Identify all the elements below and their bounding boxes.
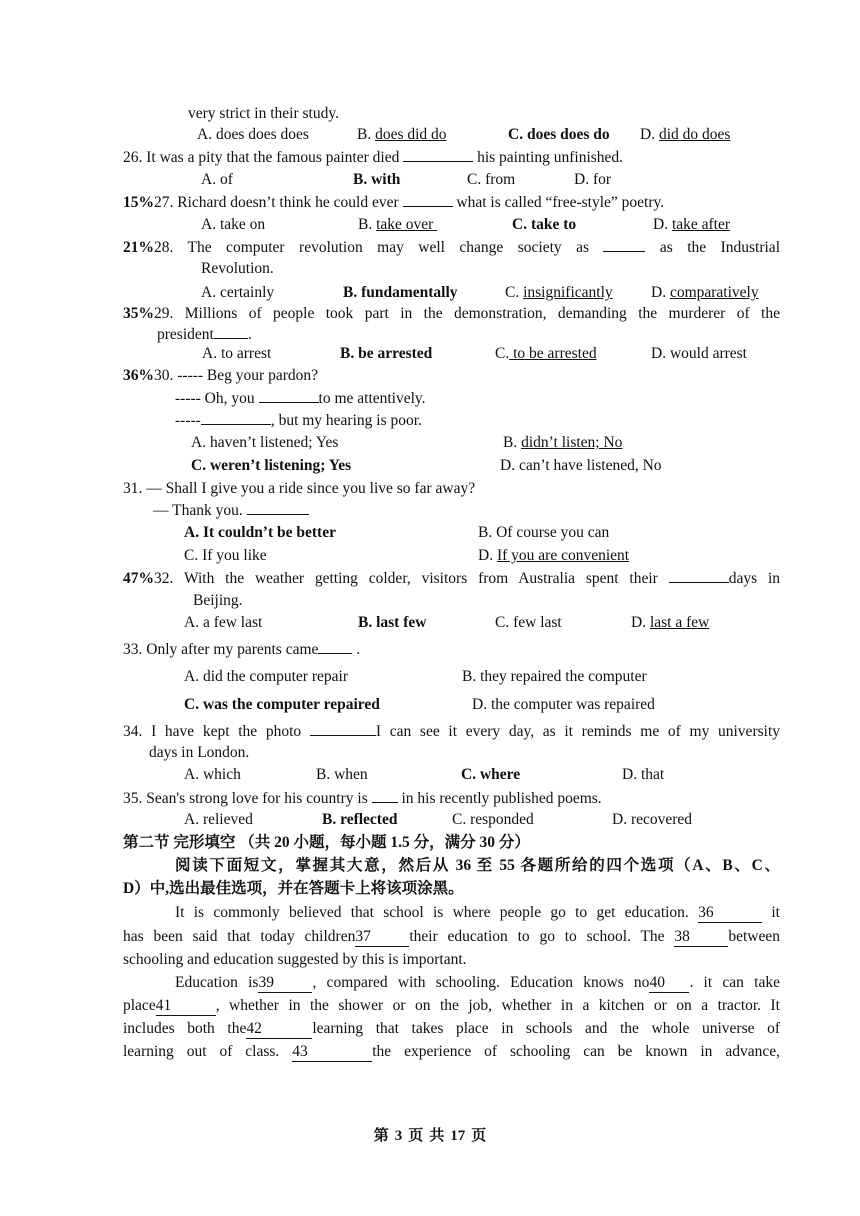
q33-option-a: A. did the computer repair — [184, 668, 348, 685]
passage-p2-line-1: Education is39 , compared with schooling. Education knows no40 . it can take — [175, 974, 780, 991]
q26-option-c: C. from — [467, 171, 516, 188]
q31-option-d: D. If you are convenient — [478, 547, 630, 564]
section-instruction-line-2: D）中,选出最佳选项，并在答题卡上将该项涂黑。 — [123, 880, 464, 897]
q30-stem: 36%30. ----- Beg your pardon? — [123, 367, 318, 384]
q28-option-b: B. fundamentally — [343, 284, 458, 301]
q35-option-c: C. responded — [452, 811, 534, 828]
q31-stem: 31. — Shall I give you a ride since you live so far away? — [123, 480, 476, 497]
q29-option-c: C. to be arrested — [495, 345, 597, 362]
q27-option-b: B. take over — [358, 216, 434, 233]
q28-option-a: A. certainly — [201, 284, 275, 301]
q30-line-2: ----- Oh, you to me attentively. — [175, 390, 426, 407]
q35-stem: 35. Sean's strong love for his country is in his recently published poems. — [123, 790, 602, 807]
q26-option-b: B. with — [353, 171, 401, 188]
q34-option-c: C. where — [461, 766, 521, 783]
q25-option-c: C. does does do — [508, 126, 610, 143]
q32-option-c: C. few last — [495, 614, 562, 631]
passage-p2-line-2: place41 , whether in the shower or on the job, whether in a kitchen or on a tractor. It — [123, 997, 780, 1014]
q29-option-a: A. to arrest — [202, 345, 272, 362]
q34-option-a: A. which — [184, 766, 241, 783]
q33-stem: 33. Only after my parents came . — [123, 641, 361, 658]
q33-option-c: C. was the computer repaired — [184, 696, 380, 713]
q32-stem: 47%32. With the weather getting colder, visitors from Australia spent their days in — [123, 570, 781, 587]
q33-option-d: D. the computer was repaired — [472, 696, 655, 713]
footer-gong: 共 — [429, 1128, 445, 1144]
q34-option-b: B. when — [316, 766, 368, 783]
q31-line-2: — Thank you. — [153, 500, 309, 521]
q28-continuation: Revolution. — [201, 260, 274, 277]
q32-option-d: D. last a few — [631, 614, 710, 631]
q33-option-b: B. they repaired the computer — [462, 668, 647, 685]
q35-option-d: D. recovered — [612, 811, 693, 828]
q27-option-d: D. take after — [653, 216, 731, 233]
section-instruction-line-1: 阅读下面短文，掌握其大意，然后从 36 至 55 各题所给的四个选项（A、B、C、 — [175, 857, 780, 874]
q28-option-d: D. comparatively — [651, 284, 759, 301]
q27-stem: 15%27. Richard doesn’t think he could ever what is called “free-style” poetry. — [123, 194, 665, 211]
q30-option-d: D. can’t have listened, No — [500, 457, 662, 474]
q28-stem: 21%28. The computer revolution may well change society as as the Industrial — [123, 239, 780, 256]
q31-option-c: C. If you like — [184, 547, 267, 564]
q25-option-b: B. does did do — [357, 126, 447, 143]
q32-option-a: A. a few last — [184, 614, 263, 631]
q34-stem: 34. I have kept the photo I can see it every day, as it reminds me of my university — [123, 723, 780, 740]
q30-line-3: ----- , but my hearing is poor. — [175, 412, 422, 429]
page-footer — [0, 1124, 860, 1145]
q26-option-a: A. of — [201, 171, 233, 188]
q29-option-d: D. would arrest — [651, 345, 747, 362]
q27-option-a: A. take on — [201, 216, 266, 233]
q34-continuation: days in London. — [149, 744, 250, 761]
q30-option-b: B. didn’t listen; No — [503, 434, 623, 451]
q34-option-d: D. that — [622, 766, 665, 783]
q29-stem: 35%29. Millions of people took part in the demonstration, demanding the murderer of the — [123, 305, 780, 322]
footer-total-pages: 17 — [450, 1128, 466, 1144]
q30-option-c: C. weren’t listening; Yes — [191, 457, 352, 474]
passage-p2-line-3: includes both the42 learning that takes place in schools and the whole universe of — [123, 1020, 780, 1037]
q30-option-a: A. haven’t listened; Yes — [191, 434, 339, 451]
q25-option-d: D. did do does — [640, 126, 731, 143]
q35-option-a: A. relieved — [184, 811, 253, 828]
passage-p1-line-2: has been said that today children37 their education to go to school. The 38 between — [123, 928, 780, 945]
q27-option-c: C. take to — [512, 216, 577, 233]
q25-option-a: A. does does does — [197, 126, 309, 143]
q26-stem: 26. It was a pity that the famous painter died his painting unfinished. — [123, 149, 624, 166]
passage-p2-line-4: learning out of class. 43 the experience of schooling can be known in advance, — [123, 1043, 780, 1060]
footer-ye-2: 页 — [471, 1128, 487, 1144]
q32-continuation: Beijing. — [193, 592, 243, 609]
q32-option-b: B. last few — [358, 614, 427, 631]
footer-page-number: 3 — [394, 1128, 403, 1144]
footer-ye: 页 — [408, 1128, 424, 1144]
q29-option-b: B. be arrested — [340, 345, 433, 362]
q35-option-b: B. reflected — [322, 811, 398, 828]
section-heading: 第二节 完形填空 （共 20 小题，每小题 1.5 分，满分 30 分） — [123, 834, 530, 851]
passage-p1-line-3: schooling and education suggested by this is important. — [123, 951, 467, 968]
q26-option-d: D. for — [574, 171, 612, 188]
footer-di: 第 — [373, 1128, 389, 1144]
q25-continuation: very strict in their study. — [188, 105, 339, 122]
q28-option-c: C. insignificantly — [505, 284, 613, 301]
q31-option-b: B. Of course you can — [478, 524, 610, 541]
q29-continuation: president . — [157, 326, 252, 343]
q31-option-a: A. It couldn’t be better — [184, 524, 336, 541]
passage-p1-line-1: It is commonly believed that school is where people go to get education. 36 it — [175, 904, 780, 921]
